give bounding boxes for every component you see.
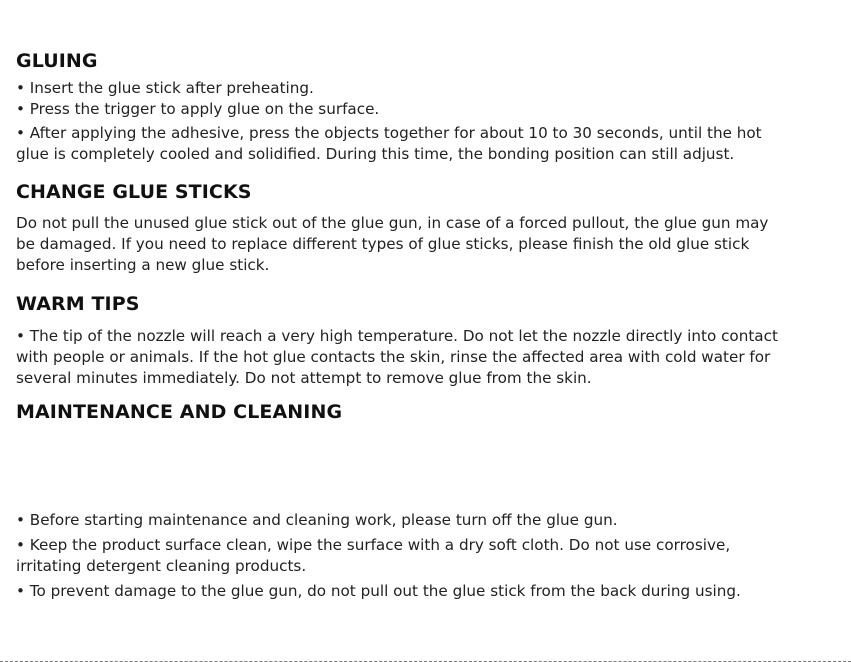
gluing-line-3: • After applying the adhesive, press the objects together for about 10 to 30 seconds, until the hot	[16, 124, 762, 142]
maintenance-line-2: • Keep the product surface clean, wipe the surface with a dry soft cloth. Do not use corrosive,	[16, 536, 731, 554]
change-line-1: Do not pull the unused glue stick out of the glue gun, in case of a forced pullout, the glue gun may	[16, 214, 769, 232]
maintenance-line-4: • To prevent damage to the glue gun, do not pull out the glue stick from the back during using.	[16, 582, 741, 600]
heading-gluing: GLUING	[16, 50, 98, 72]
warm-line-3: several minutes immediately. Do not attempt to remove glue from the skin.	[16, 369, 592, 387]
maintenance-body	[16, 510, 838, 602]
warm-line-2: with people or animals. If the hot glue contacts the skin, rinse the affected area with cold water for	[16, 348, 771, 366]
change-line-3: before inserting a new glue stick.	[16, 256, 270, 274]
warm-body	[16, 326, 838, 389]
heading-maintenance-cleaning: MAINTENANCE AND CLEANING	[16, 401, 343, 423]
maintenance-line-1: • Before starting maintenance and cleaning work, please turn off the glue gun.	[16, 511, 618, 529]
gluing-line-1: • Insert the glue stick after preheating.	[16, 79, 314, 97]
change-body	[16, 213, 838, 276]
heading-change-glue-sticks: CHANGE GLUE STICKS	[16, 181, 252, 203]
heading-warm-tips: WARM TIPS	[16, 293, 140, 315]
gluing-body	[16, 78, 838, 165]
change-line-2: be damaged. If you need to replace different types of glue sticks, please finish the old glue stick	[16, 235, 750, 253]
warm-line-1: • The tip of the nozzle will reach a very high temperature. Do not let the nozzle directly into contact	[16, 327, 778, 345]
gluing-line-4: glue is completely cooled and solidified. During this time, the bonding position can still adjust.	[16, 145, 735, 163]
maintenance-line-3: irritating detergent cleaning products.	[16, 557, 307, 575]
gluing-line-2: • Press the trigger to apply glue on the surface.	[16, 100, 380, 118]
